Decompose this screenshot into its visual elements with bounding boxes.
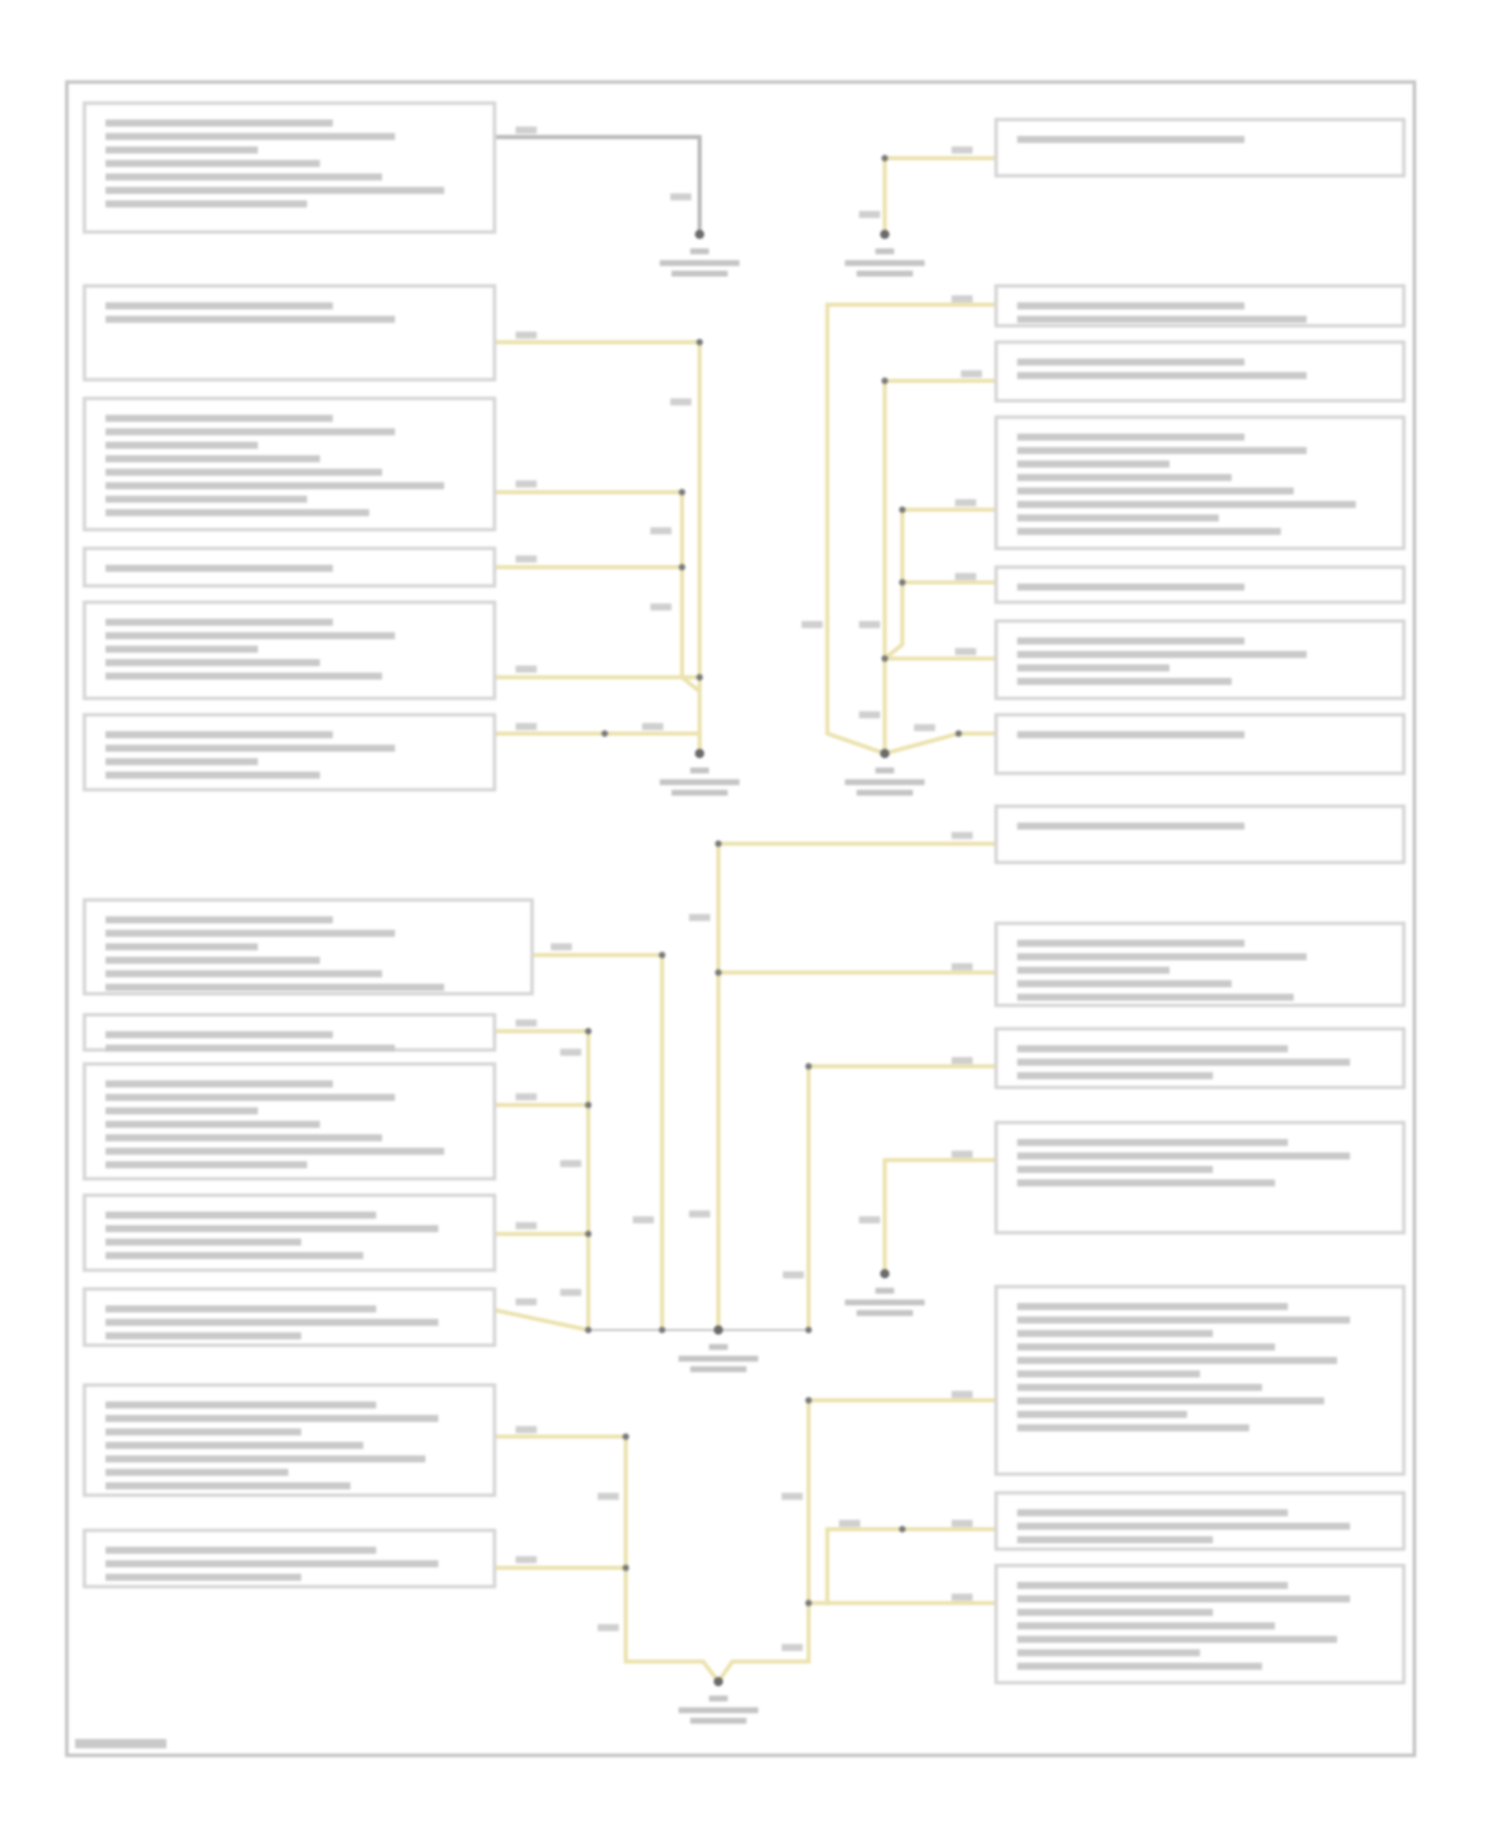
component-box-r3 <box>996 342 1404 401</box>
component-label-line <box>1017 940 1244 947</box>
component-label-line <box>106 646 258 653</box>
component-label-line <box>1017 1179 1275 1186</box>
component-label-line <box>1017 1357 1337 1364</box>
component-label-line <box>106 496 308 503</box>
component-label-line <box>106 415 333 422</box>
ground-label-line <box>660 260 740 266</box>
splice-dot <box>585 1028 592 1035</box>
ground-label-line <box>845 1300 925 1306</box>
ground-label-line <box>875 248 894 254</box>
splice-dot <box>623 1565 630 1572</box>
component-label-line <box>106 428 395 435</box>
wire-color-label <box>516 1019 537 1026</box>
component-label-line <box>106 1332 302 1339</box>
wire-color-label <box>670 398 691 405</box>
component-label-line <box>106 943 258 950</box>
component-label-line <box>1017 501 1356 508</box>
wire-color-label <box>650 603 671 610</box>
wire-color-label <box>952 963 973 970</box>
splice-dot <box>585 1327 592 1334</box>
component-label-line <box>1017 953 1306 960</box>
ground-icon <box>714 1677 723 1686</box>
component-label-line <box>1017 664 1169 671</box>
component-label-line <box>1017 1609 1213 1616</box>
wire-color-label <box>952 295 973 302</box>
component-label-line <box>106 970 383 977</box>
component-label-line <box>1017 1424 1249 1431</box>
component-label-line <box>106 745 395 752</box>
ground-label-line <box>690 1718 746 1724</box>
splice-dot <box>585 1231 592 1238</box>
component-label-line <box>106 1442 364 1449</box>
ground-label-line <box>671 790 727 796</box>
component-label-line <box>106 1455 426 1462</box>
component-label-line <box>106 1305 377 1312</box>
wire-color-label <box>914 724 935 731</box>
component-label-line <box>1017 434 1244 441</box>
wire-color-label <box>955 499 976 506</box>
splice-dot <box>881 378 888 385</box>
component-label-line <box>106 509 370 516</box>
splice-dot <box>881 155 888 162</box>
component-label-line <box>106 1574 302 1581</box>
wire-color-label <box>516 1222 537 1229</box>
splice-dot <box>881 655 888 662</box>
splice-dot <box>805 1397 812 1404</box>
splice-dot <box>679 564 686 571</box>
component-label-line <box>1017 359 1244 366</box>
wire-color-label <box>560 1049 581 1056</box>
wire-color-label <box>782 1644 803 1651</box>
wire-color-label <box>642 723 663 730</box>
wire-color-label <box>516 480 537 487</box>
wire-color-label <box>633 1216 654 1223</box>
component-box-l7 <box>84 900 532 994</box>
wire-color-label <box>516 555 537 562</box>
ground-label-line <box>857 790 913 796</box>
component-label-line <box>106 200 308 207</box>
component-label-line <box>1017 1536 1213 1543</box>
component-label-line <box>1017 637 1244 644</box>
component-box-r7 <box>996 715 1404 774</box>
component-box-r5 <box>996 567 1404 602</box>
splice-dot <box>585 1102 592 1109</box>
component-box-l9 <box>84 1064 494 1179</box>
component-label-line <box>106 1547 377 1554</box>
component-box-l8 <box>84 1015 494 1052</box>
wire-color-label <box>955 648 976 655</box>
component-label-line <box>106 316 395 323</box>
wire-color-label <box>952 832 973 839</box>
component-label-line <box>1017 1649 1200 1656</box>
component-label-line <box>106 160 320 167</box>
component-label-line <box>106 1319 439 1326</box>
wire-color-label <box>598 1493 619 1500</box>
splice-dot <box>955 730 962 737</box>
component-label-line <box>1017 584 1244 591</box>
wire-color-label <box>650 527 671 534</box>
splice-dot <box>715 969 722 976</box>
wire-color-label <box>516 723 537 730</box>
component-label-line <box>1017 461 1169 468</box>
component-label-line <box>106 1080 333 1087</box>
ground-label-line <box>857 271 913 277</box>
wire-color-label <box>952 1520 973 1527</box>
component-box-l11 <box>84 1289 494 1345</box>
ground-icon <box>714 1325 723 1334</box>
component-label-line <box>1017 1317 1350 1324</box>
wire-color-label <box>516 1093 537 1100</box>
component-box-l1 <box>84 103 494 232</box>
wire-color-label <box>516 666 537 673</box>
component-box-r6 <box>996 621 1404 698</box>
component-label-line <box>106 1469 289 1476</box>
component-label-line <box>1017 1303 1288 1310</box>
component-label-line <box>1017 136 1244 143</box>
component-label-line <box>1017 967 1169 974</box>
component-label-line <box>106 632 395 639</box>
wire-color-label <box>782 1493 803 1500</box>
component-label-line <box>106 302 333 309</box>
component-box-r14 <box>996 1566 1404 1683</box>
component-label-line <box>106 1107 258 1114</box>
component-label-line <box>1017 302 1244 309</box>
component-label-line <box>1017 1152 1350 1159</box>
component-label-line <box>1017 1622 1275 1629</box>
ground-label-line <box>690 768 709 774</box>
component-box-r13 <box>996 1493 1404 1549</box>
component-label-line <box>106 957 320 964</box>
component-box-r2 <box>996 286 1404 326</box>
component-label-line <box>1017 1330 1213 1337</box>
component-label-line <box>1017 528 1281 535</box>
splice-dot <box>696 674 703 681</box>
component-label-line <box>1017 1343 1275 1350</box>
wire-color-label <box>952 146 973 153</box>
component-label-line <box>1017 1411 1187 1418</box>
component-label-line <box>1017 487 1294 494</box>
ground-label-line <box>875 768 894 774</box>
splice-dot <box>899 1526 906 1533</box>
wire-color-label <box>859 621 880 628</box>
ground-icon <box>880 230 889 239</box>
component-label-line <box>1017 1663 1262 1670</box>
component-label-line <box>1017 994 1294 1001</box>
component-box-l3 <box>84 398 494 529</box>
ground-icon <box>695 749 704 758</box>
component-label-line <box>106 1239 302 1246</box>
component-label-line <box>1017 1370 1200 1377</box>
component-label-line <box>1017 1072 1213 1079</box>
component-label-line <box>106 187 445 194</box>
component-label-line <box>106 1252 364 1259</box>
ground-icon <box>695 230 704 239</box>
splice-dot <box>899 579 906 586</box>
component-label-line <box>1017 1582 1288 1589</box>
splice-dot <box>805 1600 812 1607</box>
component-box-l4 <box>84 548 494 585</box>
wire-color-label <box>516 1426 537 1433</box>
wire-color-label <box>516 332 537 339</box>
component-box-l12 <box>84 1385 494 1495</box>
component-label-line <box>106 482 445 489</box>
wire-color-label <box>783 1271 804 1278</box>
component-label-line <box>1017 1045 1288 1052</box>
component-label-line <box>106 1225 439 1232</box>
component-label-line <box>106 1401 377 1408</box>
ground-label-line <box>671 271 727 277</box>
component-label-line <box>106 772 320 779</box>
component-label-line <box>106 984 445 991</box>
ground-label-line <box>679 1356 759 1362</box>
wire-color-label <box>839 1520 860 1527</box>
component-label-line <box>106 120 333 127</box>
ground-label-line <box>690 248 709 254</box>
splice-dot <box>601 730 608 737</box>
wire-color-label <box>516 1298 537 1305</box>
splice-dot <box>715 840 722 847</box>
ground-label-line <box>660 779 740 785</box>
component-box-r9 <box>996 923 1404 1005</box>
wire-color-label <box>955 573 976 580</box>
splice-dot <box>623 1433 630 1440</box>
splice-dot <box>696 339 703 346</box>
component-label-line <box>106 455 320 462</box>
component-label-line <box>1017 514 1219 521</box>
component-label-line <box>106 1045 395 1052</box>
wire-color-label <box>952 1391 973 1398</box>
component-label-line <box>106 1428 302 1435</box>
component-label-line <box>1017 1636 1337 1643</box>
component-label-line <box>1017 1139 1288 1146</box>
wire-color-label <box>952 1594 973 1601</box>
ground-icon <box>880 1269 889 1278</box>
component-label-line <box>106 565 333 572</box>
component-label-line <box>106 1094 395 1101</box>
component-label-line <box>1017 447 1306 454</box>
wire-color-label <box>560 1160 581 1167</box>
component-label-line <box>1017 1384 1262 1391</box>
component-box-r10 <box>996 1029 1404 1088</box>
component-box-r1 <box>996 120 1404 176</box>
component-box-l2 <box>84 286 494 380</box>
component-box-r8 <box>996 806 1404 862</box>
wire-color-label <box>961 370 982 377</box>
component-label-line <box>106 1482 351 1489</box>
wire-color-label <box>859 1216 880 1223</box>
wire-color-label <box>802 621 823 628</box>
ground-label-line <box>845 779 925 785</box>
wire-color-label <box>598 1624 619 1631</box>
component-label-line <box>106 469 383 476</box>
wire-color-label <box>560 1289 581 1296</box>
component-label-line <box>106 1560 439 1567</box>
ground-label-line <box>690 1366 746 1372</box>
splice-dot <box>659 1327 666 1334</box>
wire-color-label <box>670 193 691 200</box>
wire-color-label <box>859 711 880 718</box>
ground-label-line <box>679 1707 759 1713</box>
splice-dot <box>805 1327 812 1334</box>
component-label-line <box>1017 1509 1288 1516</box>
component-label-line <box>1017 823 1244 830</box>
wire-color-label <box>689 1210 710 1217</box>
wire-color-label <box>551 943 572 950</box>
splice-dot <box>899 506 906 513</box>
wire-color-label <box>952 1057 973 1064</box>
splice-dot <box>679 489 686 496</box>
component-label-line <box>1017 474 1231 481</box>
component-label-line <box>1017 678 1231 685</box>
wire-color-label <box>859 211 880 218</box>
component-label-line <box>106 1415 439 1422</box>
component-box-l13 <box>84 1530 494 1586</box>
component-label-line <box>106 442 258 449</box>
component-label-line <box>106 146 258 153</box>
wire-color-label <box>952 1151 973 1158</box>
component-box-r11 <box>996 1123 1404 1233</box>
ground-label-line <box>709 1344 728 1350</box>
component-label-line <box>1017 1166 1213 1173</box>
component-label-line <box>106 916 333 923</box>
component-label-line <box>106 133 395 140</box>
component-label-line <box>106 1212 377 1219</box>
ground-label-line <box>709 1696 728 1702</box>
wire-color-label <box>516 127 537 134</box>
component-box-l6 <box>84 715 494 790</box>
component-label-line <box>1017 1397 1324 1404</box>
component-box-r12 <box>996 1287 1404 1474</box>
ground-label-line <box>857 1310 913 1316</box>
component-label-line <box>106 659 320 666</box>
wire-color-label <box>516 1556 537 1563</box>
splice-dot <box>659 952 666 959</box>
splice-dot <box>805 1063 812 1070</box>
component-label-line <box>106 1121 320 1128</box>
component-box-r4 <box>996 417 1404 548</box>
component-label-line <box>1017 980 1231 987</box>
component-label-line <box>106 173 383 180</box>
component-label-line <box>106 930 395 937</box>
component-label-line <box>106 1134 383 1141</box>
ground-label-line <box>845 260 925 266</box>
component-label-line <box>1017 316 1306 323</box>
ground-label-line <box>875 1288 894 1294</box>
component-label-line <box>106 731 333 738</box>
component-label-line <box>106 758 258 765</box>
ground-icon <box>880 749 889 758</box>
component-label-line <box>106 673 383 680</box>
component-label-line <box>1017 372 1306 379</box>
component-label-line <box>1017 651 1306 658</box>
wire-color-label <box>689 914 710 921</box>
component-label-line <box>1017 1523 1350 1530</box>
component-label-line <box>106 1031 333 1038</box>
component-label-line <box>106 1161 308 1168</box>
component-label-line <box>1017 1595 1350 1602</box>
component-label-line <box>106 1148 445 1155</box>
component-label-line <box>106 619 333 626</box>
component-label-line <box>1017 1059 1350 1066</box>
footer-label <box>75 1739 166 1748</box>
component-box-l10 <box>84 1195 494 1270</box>
component-box-l5 <box>84 602 494 698</box>
component-label-line <box>1017 731 1244 738</box>
